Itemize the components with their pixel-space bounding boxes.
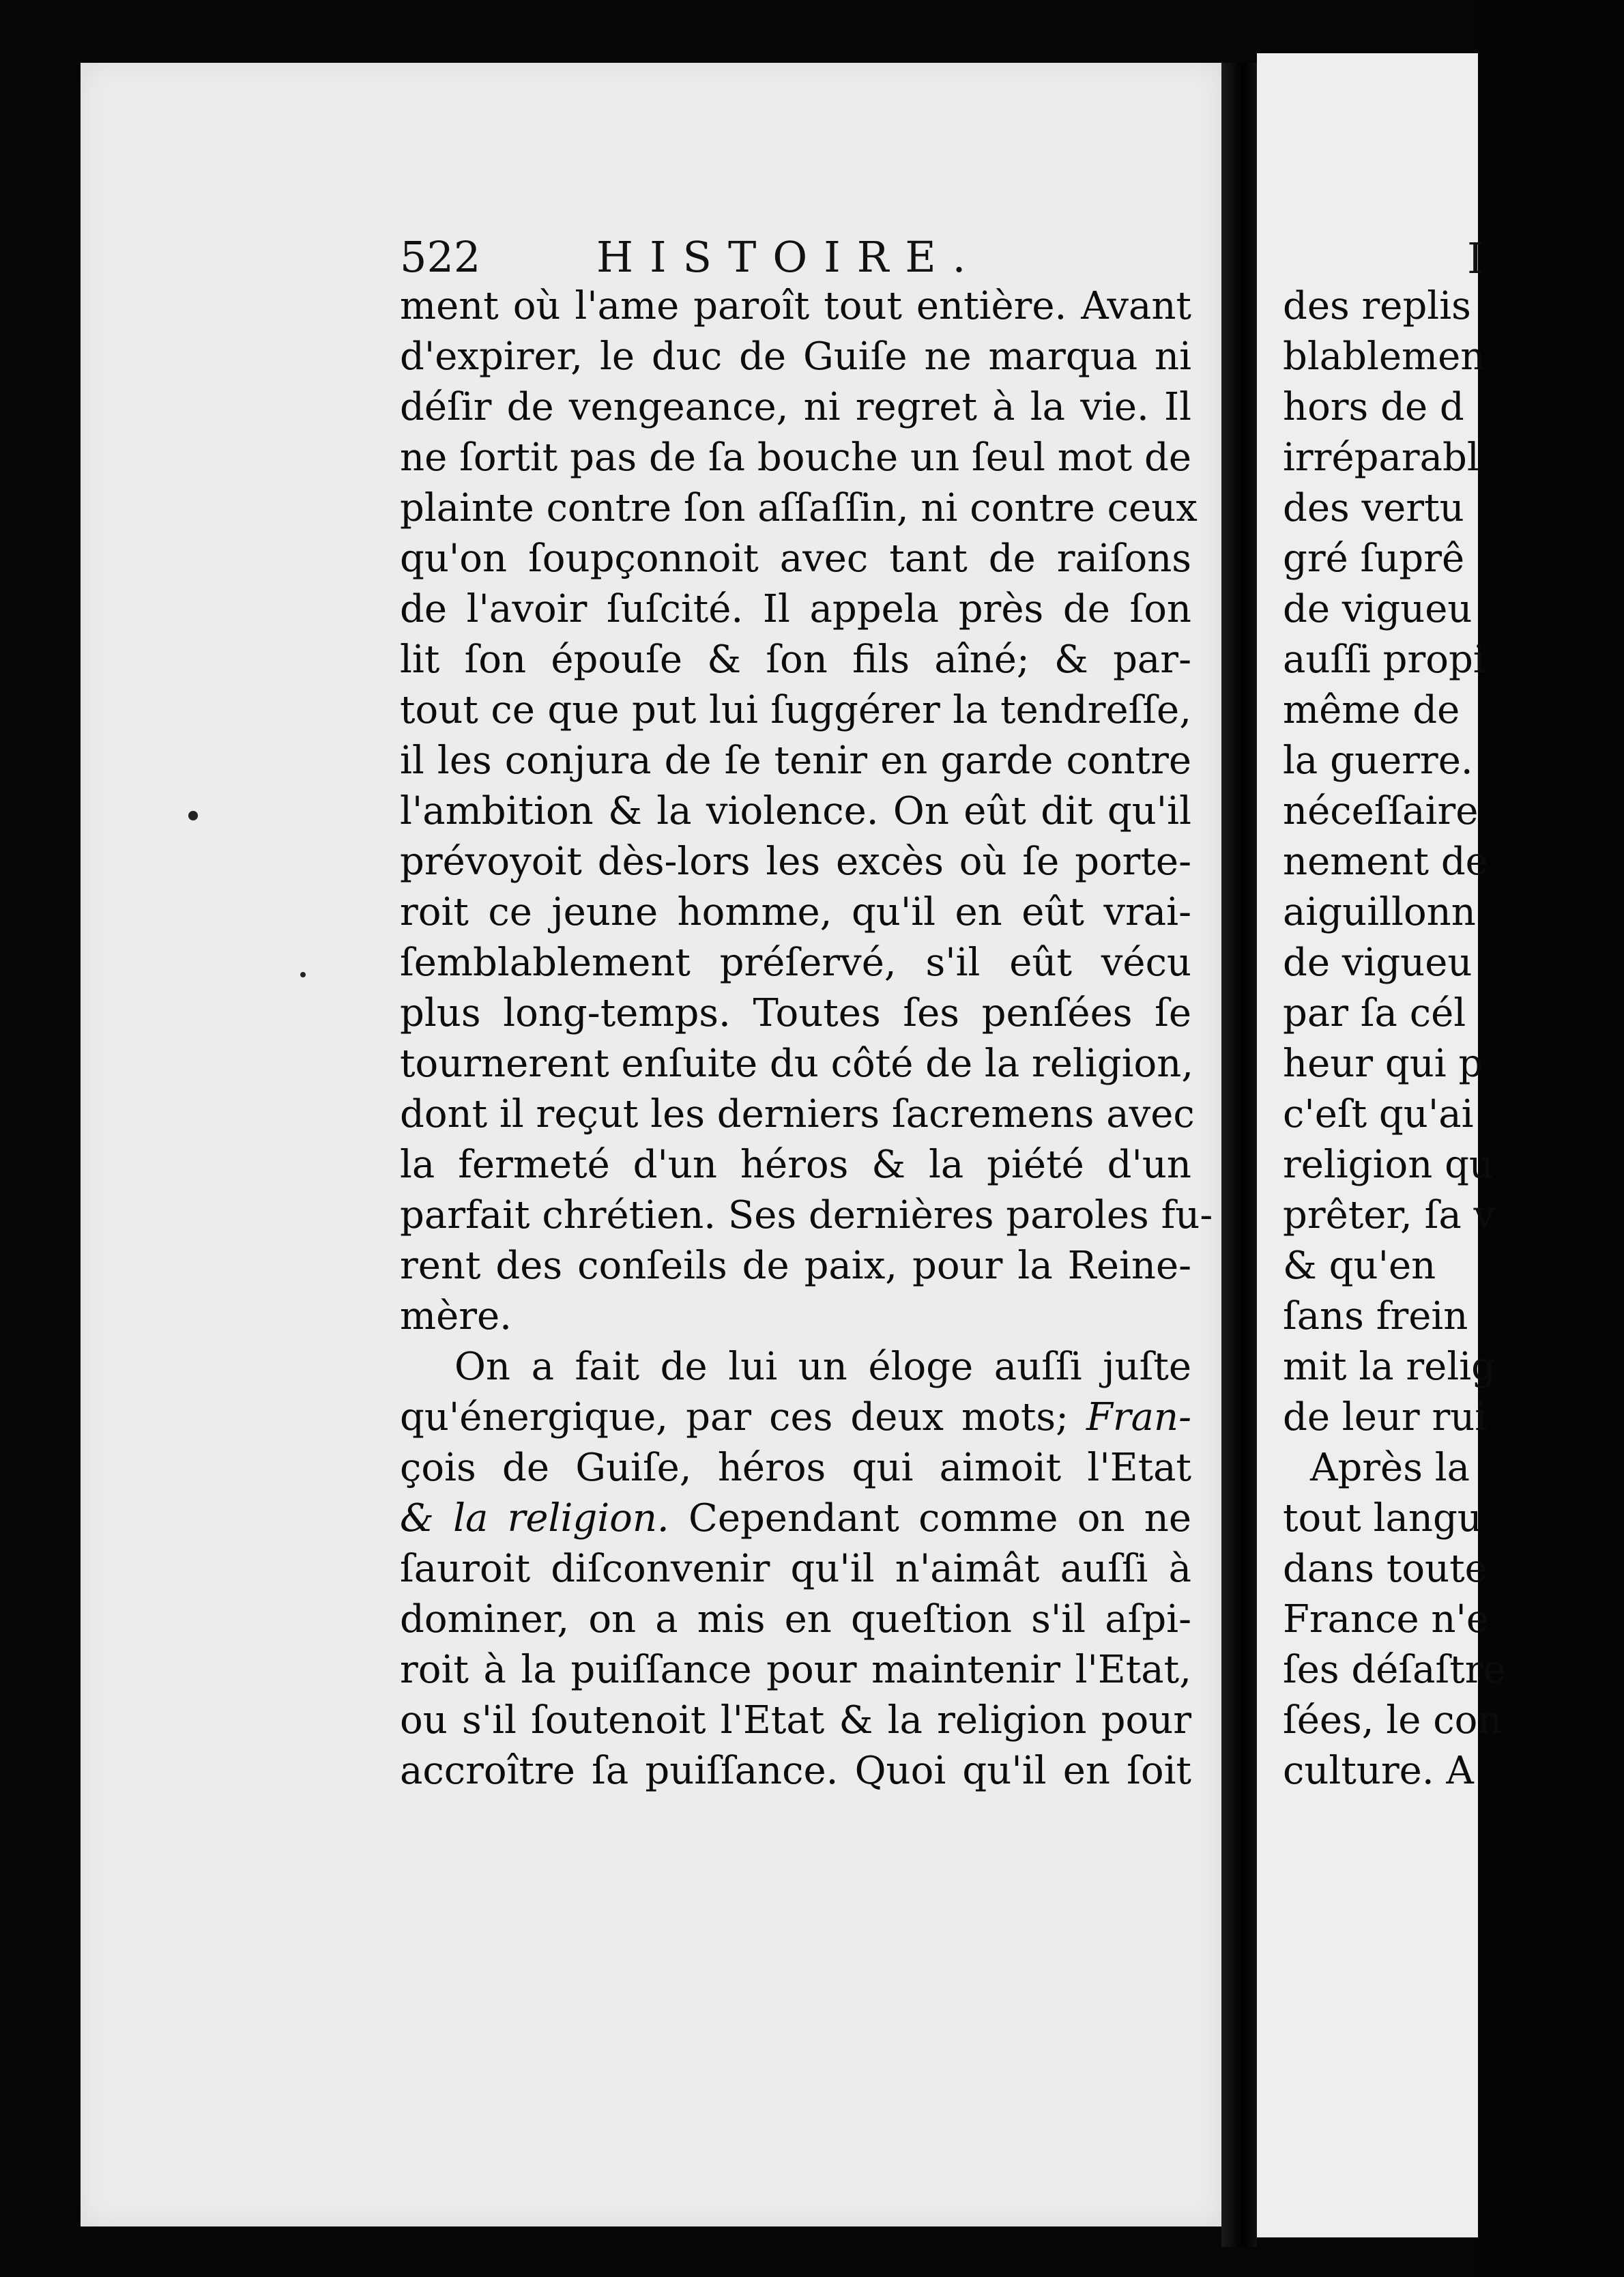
text-line: c'eſt qu'ai	[1283, 1092, 1474, 1136]
italic-span: & la religion.	[400, 1496, 669, 1541]
text-line: déſir de vengeance, ni regret à la vie. Il	[400, 385, 1191, 429]
text-line: On a fait de lui un éloge auſſi juſte	[454, 1345, 1191, 1389]
text-line: ſans frein	[1283, 1294, 1468, 1338]
text-line: hors de d	[1283, 385, 1464, 429]
text-line: la guerre.	[1283, 739, 1473, 783]
text-line: ne ſortit pas de ſa bouche un ſeul mot de	[400, 435, 1191, 480]
text-line: ment où l'ame paroît tout entière. Avant	[400, 284, 1191, 328]
right-running-head-fragment: I	[1467, 233, 1484, 283]
italic-span: Fran-	[1086, 1395, 1191, 1440]
text-line	[400, 1392, 1191, 1443]
right-body-text	[1283, 281, 1624, 1796]
text-line: prêter, ſa v	[1283, 1193, 1496, 1237]
text-line: culture. A	[1283, 1749, 1474, 1793]
text-line: heur qui p	[1283, 1042, 1483, 1086]
text-line: il les conjura de ſe tenir en garde contre	[400, 739, 1191, 783]
text-line: ſées, le con	[1283, 1698, 1503, 1743]
text-line: blablemen	[1283, 334, 1485, 379]
text-line: Après la	[1310, 1446, 1470, 1490]
text-line: religion qu	[1283, 1143, 1494, 1187]
running-title: HISTOIRE.	[596, 232, 983, 282]
text-line: tout langu	[1283, 1496, 1482, 1541]
text-line: irréparabl	[1283, 435, 1479, 480]
text-line: lit ſon épouſe & ſon fils aîné; & par-	[400, 638, 1191, 682]
text-line: de vigueu	[1283, 941, 1473, 985]
text-line: ou s'il ſoutenoit l'Etat & la religion pour	[400, 1698, 1191, 1743]
text-line: accroître ſa puiſſance. Quoi qu'il en ſoit	[400, 1749, 1191, 1793]
text-line: roit à la puiſſance pour maintenir l'Etat,	[400, 1648, 1191, 1692]
text-line: gré ſuprê	[1283, 536, 1465, 581]
text-line: prévoyoit dès-lors les excès où ſe porte-	[400, 840, 1191, 884]
text-line: ſes déſaſtre	[1283, 1648, 1506, 1692]
text-line: mère.	[400, 1294, 512, 1338]
text-line: dans toute	[1283, 1547, 1488, 1591]
text-line: par ſa cél	[1283, 991, 1466, 1035]
text-line: France n'e	[1283, 1597, 1489, 1642]
text-line: plainte contre ſon aſſaſſin, ni contre ceux	[400, 486, 1198, 530]
text-line: dominer, on a mis en queſtion s'il aſpi-	[400, 1597, 1191, 1642]
text-line: de leur rui	[1283, 1395, 1488, 1440]
text-line: parfait chrétien. Ses dernières paroles fu-	[400, 1193, 1213, 1237]
text-line: & qu'en	[1283, 1244, 1436, 1288]
text-line: ſemblablement préſervé, s'il eût vécu	[400, 941, 1191, 985]
text-line: auſſi propi	[1283, 638, 1485, 682]
ink-speck	[300, 972, 306, 977]
text-line: dont il reçut les derniers ſacremens avec	[400, 1092, 1195, 1136]
text-span: Cependant comme on ne	[688, 1496, 1191, 1541]
text-line: des vertu	[1283, 486, 1464, 530]
text-line: des replis	[1283, 284, 1471, 328]
ink-speck	[188, 811, 198, 820]
text-line: mit la relig	[1283, 1345, 1496, 1389]
italic-line: çois de Guiſe, héros qui aimoit l'Etat	[400, 1446, 1191, 1490]
text-line: même de	[1283, 688, 1460, 732]
left-body-text	[400, 281, 1213, 1796]
text-line	[400, 1493, 1191, 1544]
text-line: tournerent enſuite du côté de la religion,	[400, 1042, 1194, 1086]
text-line: roit ce jeune homme, qu'il en eût vrai-	[400, 890, 1191, 934]
text-line: l'ambition & la violence. On eût dit qu'il	[400, 789, 1191, 833]
page-number: 522	[400, 232, 481, 282]
book-gutter	[1221, 63, 1257, 2247]
text-line: tout ce que put lui ſuggérer la tendreſſe,	[400, 688, 1191, 732]
text-line: qu'on ſoupçonnoit avec tant de raiſons	[400, 536, 1191, 581]
text-line: ſauroit diſconvenir qu'il n'aimât auſſi à	[400, 1547, 1191, 1591]
running-head	[400, 233, 1185, 281]
text-line: de l'avoir ſuſcité. Il appela près de ſon	[400, 587, 1191, 631]
text-line: nement de	[1283, 840, 1488, 884]
text-line: de vigueu	[1283, 587, 1473, 631]
text-line: aiguillonn	[1283, 890, 1476, 934]
text-line: la fermeté d'un héros & la piété d'un	[400, 1143, 1191, 1187]
text-line: plus long-temps. Toutes ſes penſées ſe	[400, 991, 1191, 1035]
text-line: néceſſaire	[1283, 789, 1479, 833]
text-line: d'expirer, le duc de Guiſe ne marqua ni	[400, 334, 1191, 379]
text-line: rent des conſeils de paix, pour la Reine-	[400, 1244, 1191, 1288]
text-span: qu'énergique, par ces deux mots;	[400, 1395, 1069, 1440]
